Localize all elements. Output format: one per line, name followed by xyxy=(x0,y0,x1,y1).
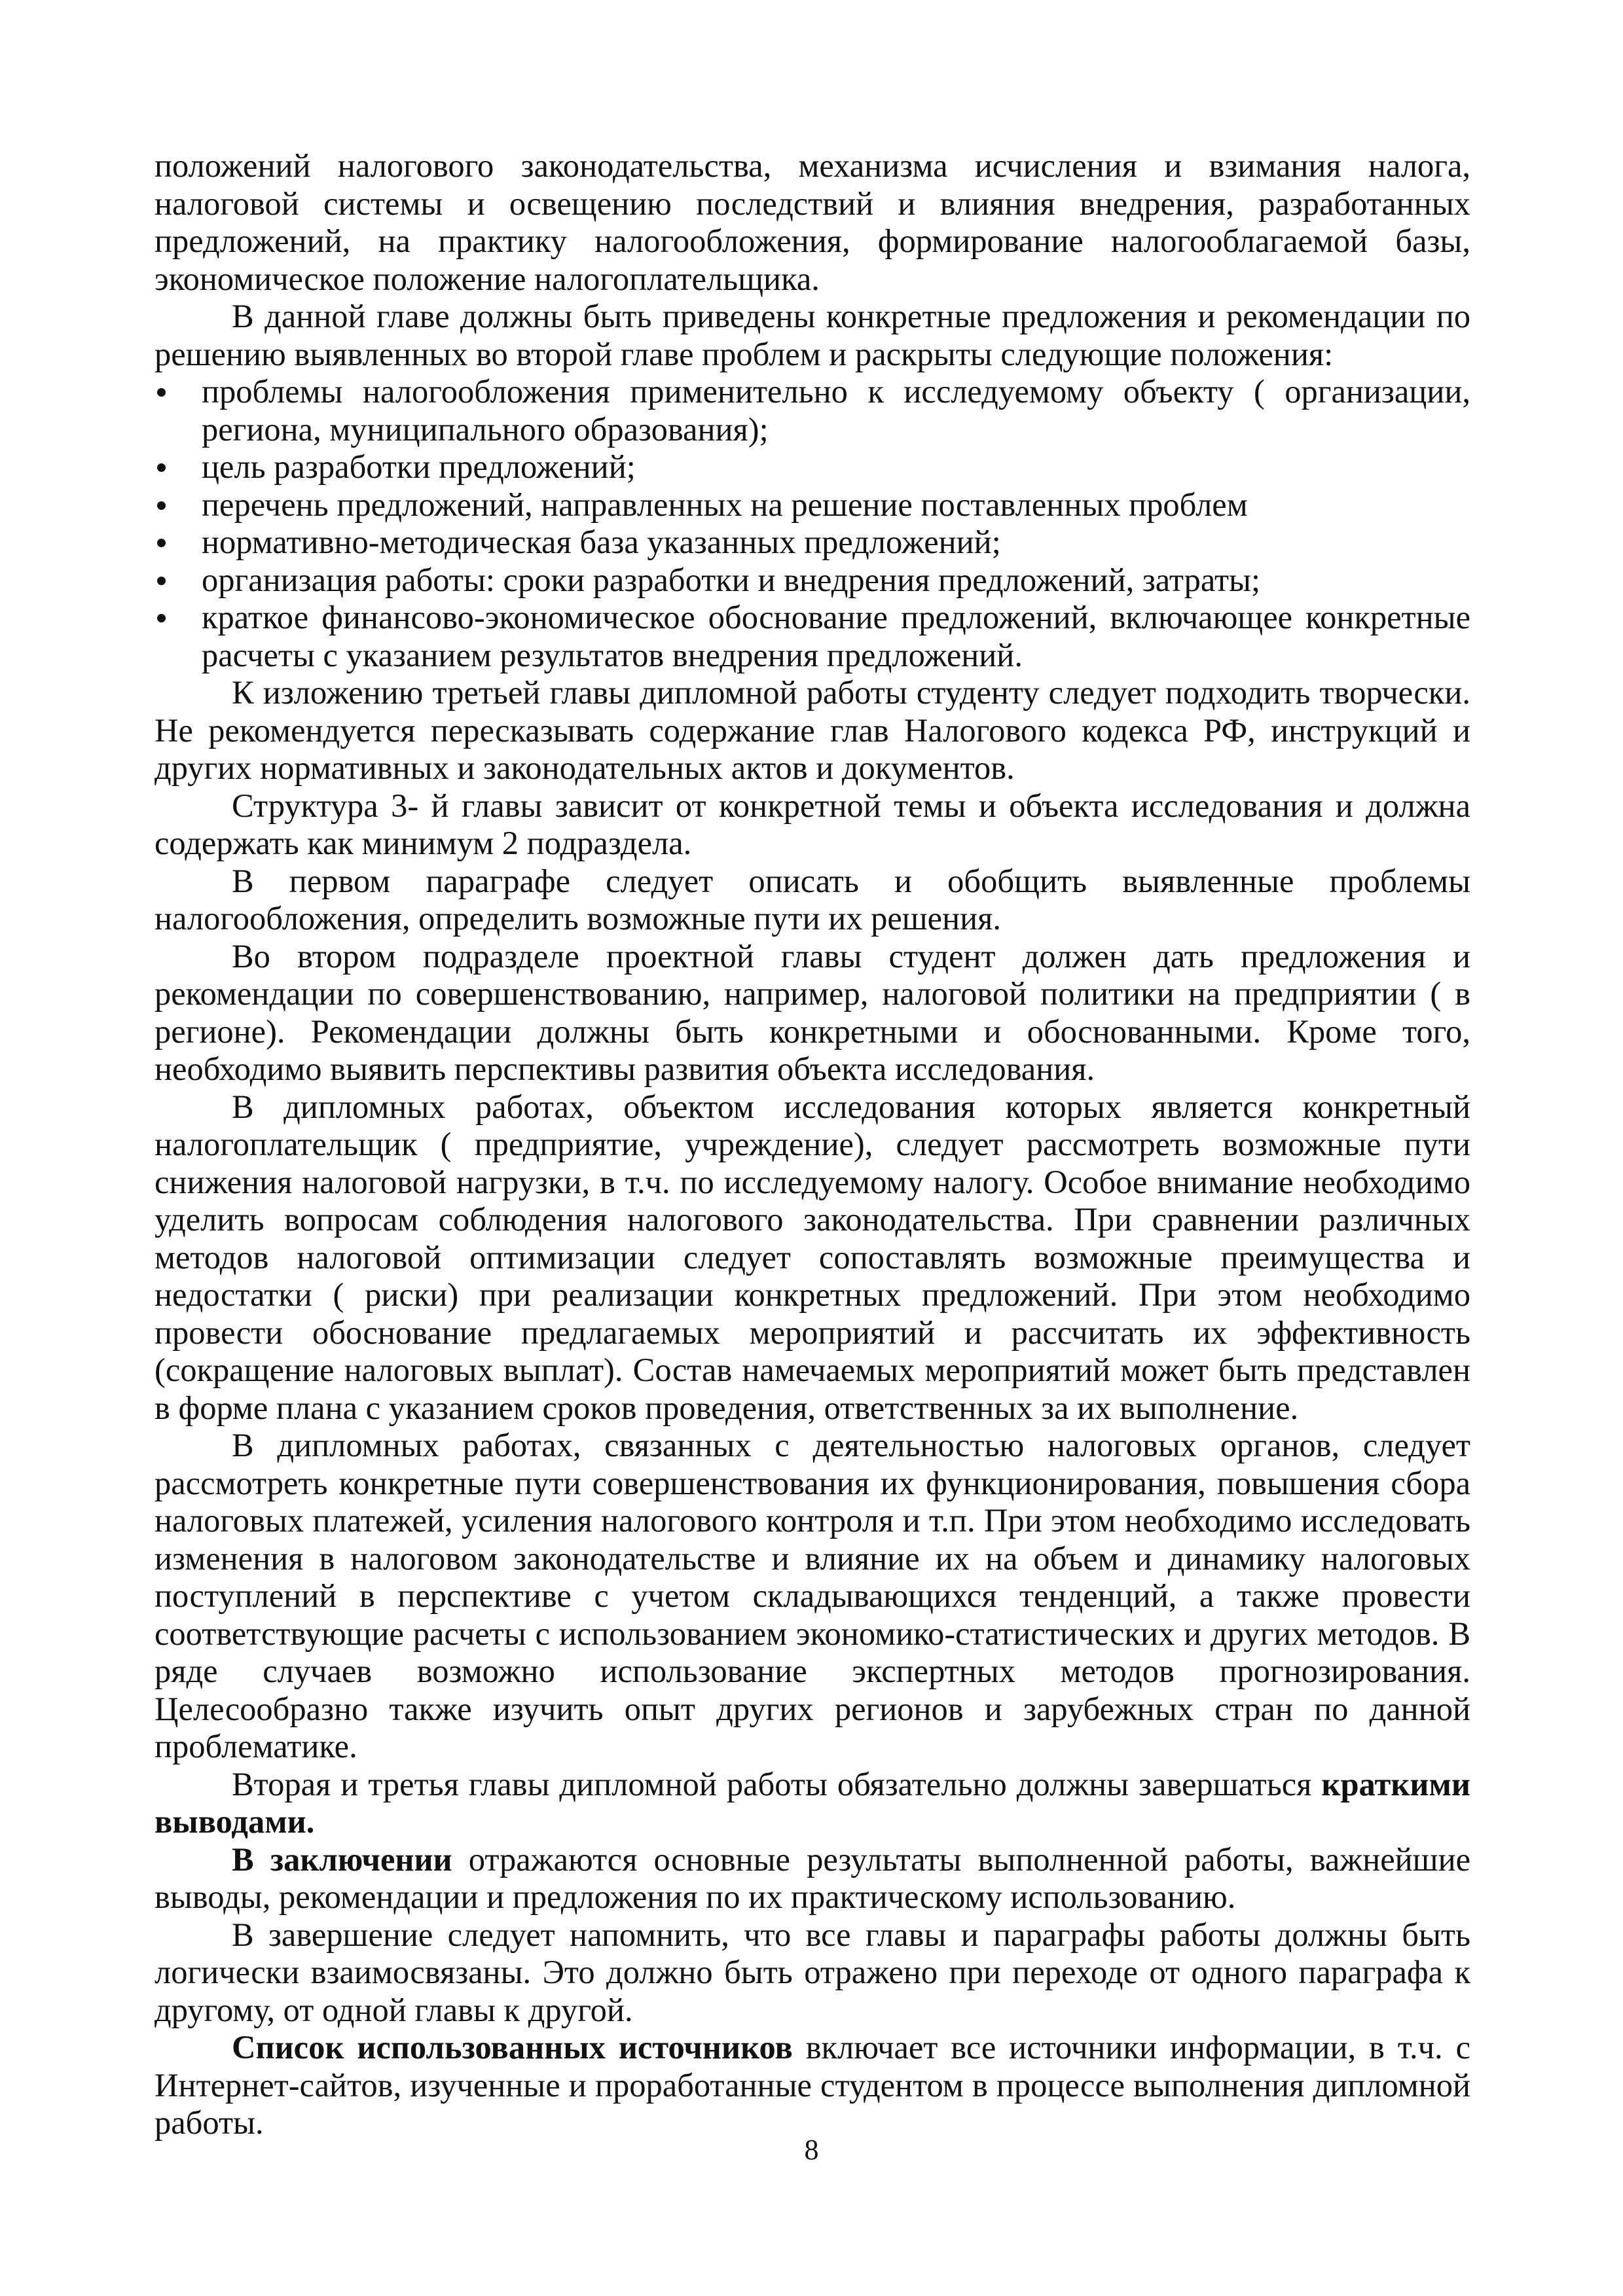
bullet-item xyxy=(155,524,1470,562)
paragraph-conclusion xyxy=(155,1841,1470,1916)
bullet-text: краткое финансово-экономическое обоснование предложений, включающее конкретные расчеты с указанием результатов внедрения предложений. xyxy=(202,599,1470,673)
bullet-text: организация работы: сроки разработки и внедрения предложений, затраты; xyxy=(202,561,1260,598)
bullet-text: проблемы налогообложения применительно к исследуемому объекту ( организации, региона, муниципального образования); xyxy=(202,373,1470,448)
bullet-text: нормативно-методическая база указанных предложений; xyxy=(202,524,1001,560)
bullet-icon xyxy=(157,577,166,585)
bullet-icon xyxy=(157,539,166,547)
paragraph-chapter-conclusions xyxy=(155,1766,1470,1841)
page-body xyxy=(155,147,1470,2142)
paragraph-continuation: положений налогового законодательства, механизма исчисления и взимания налога, налоговой системы и освещению последствий и влияния внедрения, разработанных предложений, на практику налогообложения, формирование налогооблагаемой базы, экономическое положение налогоплательщика. xyxy=(155,147,1470,297)
paragraph-first-section: В первом параграфе следует описать и обобщить выявленные проблемы налогообложения, определить возможные пути их решения. xyxy=(155,862,1470,937)
references-heading: Список использованных источников xyxy=(232,2029,793,2066)
bullet-text: цель разработки предложений; xyxy=(202,448,636,485)
paragraph-structure: Структура 3- й главы зависит от конкретной темы и объекта исследования и должна содержать как минимум 2 подраздела. xyxy=(155,787,1470,861)
paragraph-references xyxy=(155,2029,1470,2142)
paragraph-tax-authority-works: В дипломных работах, связанных с деятельностью налоговых органов, следует рассмотреть конкретные пути совершенствования их функционирования, повышения сбора налоговых платежей, усиления налогового контроля и т.п. При этом необходимо исследовать изменения в налоговом законодательстве и влияние их на объем и динамику налоговых поступлений в перспективе с учетом складывающихся тенденций, а также провести соответствующие расчеты с использованием экономико-статистических и других методов. В ряде случаев возможно использование экспертных методов прогнозирования. Целесообразно также изучить опыт других регионов и зарубежных стран по данной проблематике. xyxy=(155,1427,1470,1765)
bullet-item xyxy=(155,448,1470,486)
bullet-icon xyxy=(157,614,166,622)
bullet-item xyxy=(155,373,1470,448)
references-text: включает все источники информации, в т.ч. с Интернет-сайтов, изученные и проработанные студентом в процессе выполнения дипломной работы. xyxy=(155,2029,1470,2141)
conclusion-text: отражаются основные результаты выполненной работы, важнейшие выводы, рекомендации и предложения по их практическому использованию. xyxy=(155,1840,1471,1915)
paragraph-creative-approach: К изложению третьей главы дипломной работы студенту следует подходить творчески. Не рекомендуется пересказывать содержание глав Налогового кодекса РФ, инструкций и других нормативных и законодательных актов и документов. xyxy=(155,674,1470,786)
bullet-item xyxy=(155,562,1470,600)
paragraph-chapter-intro: В данной главе должны быть приведены конкретные предложения и рекомендации по решению выявленных во второй главе проблем и раскрыты следующие положения: xyxy=(155,298,1470,372)
bullet-list xyxy=(155,373,1470,674)
bullet-icon xyxy=(157,463,166,472)
page-number: 8 xyxy=(804,2134,819,2166)
conclusions-text: Вторая и третья главы дипломной работы обязательно должны завершаться xyxy=(232,1765,1322,1803)
conclusions-bold: краткими выводами. xyxy=(155,1765,1470,1840)
paragraph-coherence: В завершение следует напомнить, что все главы и параграфы работы должны быть логически взаимосвязаны. Это должно быть отражено при переходе от одного параграфа к другому, от одной главы к другой. xyxy=(155,1916,1470,2028)
conclusion-heading: В заключении xyxy=(232,1840,452,1878)
bullet-text: перечень предложений, направленных на решение поставленных проблем xyxy=(202,486,1248,523)
bullet-icon xyxy=(157,388,166,397)
paragraph-taxpayer-works: В дипломных работах, объектом исследования которых является конкретный налогоплательщик ( предприятие, учреждение), следует рассмотреть возможные пути снижения налоговой нагрузки, в т.ч. по исследуемому налогу. Особое внимание необходимо уделить вопросам соблюдения налогового законодательства. При сравнении различных методов налоговой оптимизации следует сопоставлять возможные преимущества и недостатки ( риски) при реализации конкретных предложений. При этом необходимо провести обоснование предлагаемых мероприятий и рассчитать их эффективность (сокращение налоговых выплат). Состав намечаемых мероприятий может быть представлен в форме плана с указанием сроков проведения, ответственных за их выполнение. xyxy=(155,1088,1470,1426)
bullet-item xyxy=(155,599,1470,674)
bullet-item xyxy=(155,486,1470,524)
bullet-icon xyxy=(157,501,166,510)
paragraph-second-section: Во втором подразделе проектной главы студент должен дать предложения и рекомендации по совершенствованию, например, налоговой политики на предприятии ( в регионе). Рекомендации должны быть конкретными и обоснованными. Кроме того, необходимо выявить перспективы развития объекта исследования. xyxy=(155,937,1470,1087)
